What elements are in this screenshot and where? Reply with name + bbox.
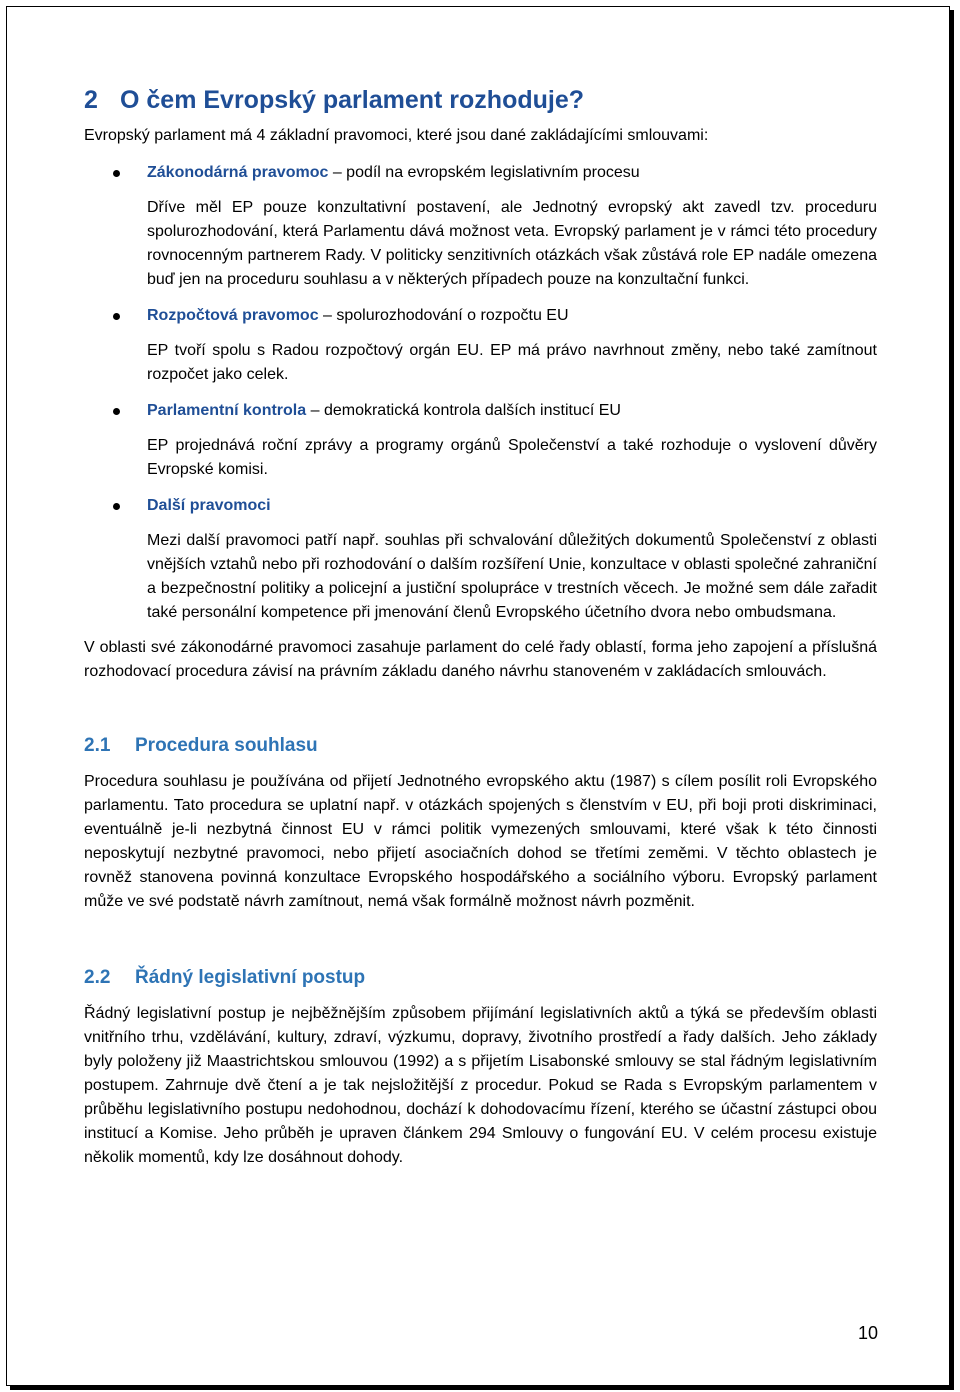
bullet-description: Dříve měl EP pouze konzultativní postavení, ale Jednotný evropský akt zavedl tzv. proceduru spolurozhodování, která Parlamentu dává možnost veta. Evropský parlament je v rámci této procedury rovnocenným partnerem Rady. V politicky senzitivních otázkách však zůstává role EP nadále omezena buď jen na proceduru souhlasu a v některých případech pouze na konzultační funkci. (147, 199, 877, 288)
section-number: 2.2 (84, 967, 111, 988)
bullet-item-budget (147, 304, 877, 328)
section-2-2-heading (84, 966, 877, 990)
bullet-description: EP projednává roční zprávy a programy orgánů Společenství a také rozhoduje o vyslovení důvěry Evropské komisi. (147, 437, 877, 478)
section-title: Procedura souhlasu (135, 735, 318, 756)
section-number: 2 (84, 86, 98, 114)
page-number: 10 (857, 1323, 878, 1343)
section-2-2-body: Řádný legislativní postup je nejběžnějším způsobem přijímání legislativních aktů a týká se především oblasti vnitřního trhu, vzdělávání, kultury, zdraví, výzkumu, dopravy, životního prostředí a řady dalších. Jeho základy byly položeny již Maastrichtskou smlouvou (1992) a s přijetím Lisabonské smlouvy se stal řádným legislativním postupem. Zahrnuje dvě čtení a je tak nejsložitější z procedur. Pokud se Rada s Evropským parlamentem v průběhu legislativního postupu nedohodnou, dochází k dohodovacímu řízení, kterého se účastní zástupci obou institucí a Komise. Jeho průběh je upraven článkem 294 Smlouvy o fungování EU. V celém procesu existuje několik momentů, kdy lze dosáhnout dohody. (84, 1005, 877, 1166)
section-title: O čem Evropský parlament rozhoduje? (120, 86, 585, 114)
bullet-icon (113, 503, 120, 510)
bullet-description: Mezi další pravomoci patří např. souhlas při schvalování důležitých dokumentů Společenství z oblasti vnějších vztahů nebo při rozhodování o dalším rozšíření Unie, konzultace v oblasti společné zahraniční a bezpečnostní politiky a policejní a justiční spolupráce v trestních věcech. Je možné sem dále zařadit také personální kompetence při jmenování členů Evropského účetního dvora nebo ombudsmana. (147, 532, 877, 621)
bullet-term: Zákonodárná pravomoc (147, 164, 329, 181)
page-content (84, 85, 877, 1170)
bullet-subtitle: – spolurozhodování o rozpočtu EU (318, 307, 569, 324)
bullet-item-control (147, 399, 877, 423)
bullet-term: Další pravomoci (147, 497, 271, 514)
bullet-icon (113, 408, 120, 415)
bullet-icon (113, 313, 120, 320)
bullet-term: Parlamentní kontrola (147, 402, 307, 419)
bullet-subtitle: – podíl na evropském legislativním procesu (328, 164, 640, 181)
section-title: Řádný legislativní postup (135, 967, 366, 988)
bullet-icon (113, 170, 120, 177)
bullet-item-legislative (147, 161, 877, 185)
closing-paragraph: V oblasti své zákonodárné pravomoci zasahuje parlament do celé řady oblastí, forma jeho zapojení a příslušná rozhodovací procedura závisí na právním základu daného návrhu stanoveném v zakládacích smlouvách. (84, 639, 877, 680)
bullet-description: EP tvoří spolu s Radou rozpočtový orgán EU. EP má právo navrhnout změny, nebo také zamítnout rozpočet jako celek. (147, 342, 877, 383)
section-number: 2.1 (84, 735, 111, 756)
section-2-heading (84, 85, 877, 115)
bullet-subtitle: – demokratická kontrola dalších institucí EU (306, 402, 621, 419)
section-2-1-body: Procedura souhlasu je používána od přijetí Jednotného evropského aktu (1987) s cílem posílit roli Evropského parlamentu. Tato procedura se uplatní např. v otázkách spojených s členstvím v EU, při boji proti diskriminaci, eventuálně je-li nezbytná činnost EU v rámci politik vymezených smlouvami, které však k této činnosti neposkytují nezbytné pravomoci, nebo přijetí asociačních dohod se třetími zeměmi. V těchto oblastech je rovněž stanovena povinná konzultace Evropského hospodářského a sociálního výboru. Evropský parlament může ve své podstatě návrh zamítnout, nemá však formálně možnost návrh pozměnit. (84, 773, 877, 910)
bullet-term: Rozpočtová pravomoc (147, 307, 319, 324)
intro-paragraph: Evropský parlament má 4 základní pravomoci, které jsou dané zakládajícími smlouvami: (84, 127, 709, 144)
bullet-item-other (147, 494, 877, 518)
section-2-1-heading (84, 734, 877, 758)
